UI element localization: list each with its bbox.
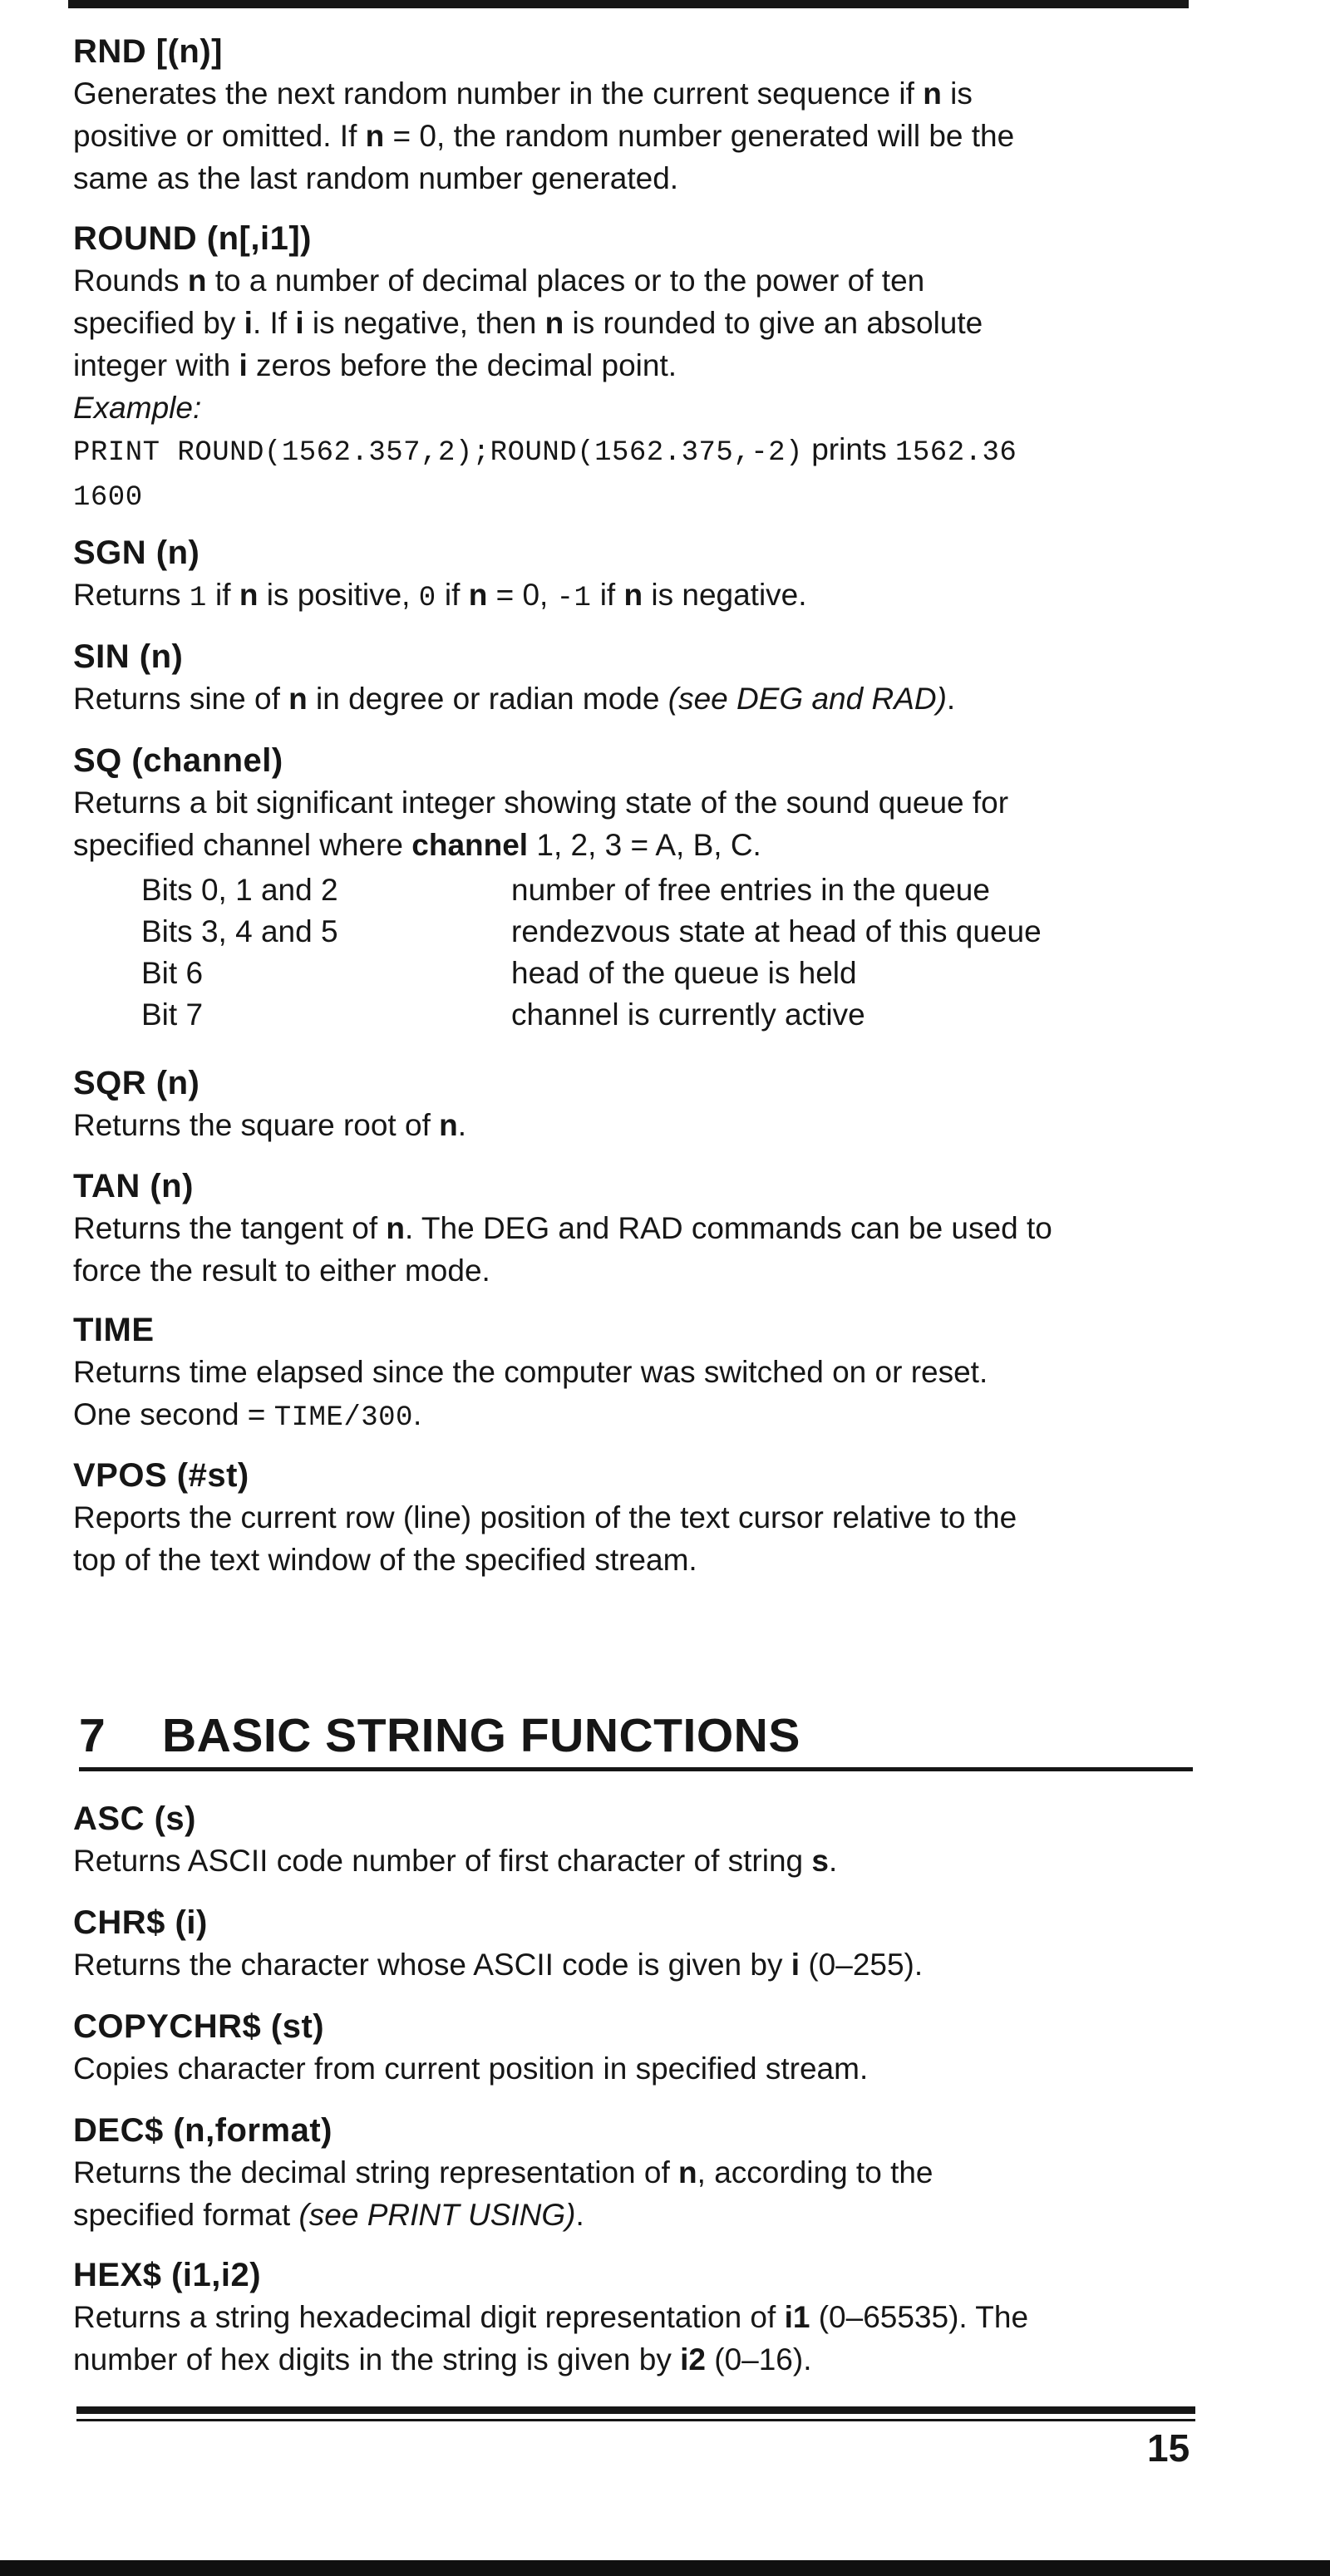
entry-description: One second = TIME/300. — [73, 1397, 422, 1434]
entry-asc — [73, 1798, 1204, 1882]
entry-description: Returns sine of n in degree or radian mode (see DEG and RAD). — [73, 682, 956, 716]
entry-sq — [73, 740, 1204, 866]
entry-description: same as the last random number generated. — [73, 161, 679, 195]
entry-heading: ASC (s) — [73, 1800, 196, 1837]
entry-heading: SGN (n) — [73, 534, 200, 571]
entry-description: specified format (see PRINT USING). — [73, 2198, 584, 2232]
bits-row: Bits 3, 4 and 5 rendezvous state at head of this queue — [141, 914, 1042, 948]
entry-tan — [73, 1165, 1204, 1292]
entry-heading: ROUND (n[,i1]) — [73, 220, 312, 257]
entry-description: Returns the decimal string representation of n, according to the — [73, 2155, 933, 2189]
entry-description: Returns ASCII code number of first character of string s. — [73, 1844, 838, 1878]
entry-heading: SQR (n) — [73, 1065, 200, 1101]
entry-sqr — [73, 1062, 1204, 1146]
entry-copychr — [73, 2006, 1204, 2090]
entry-heading: COPYCHR$ (st) — [73, 2008, 325, 2045]
example-code-line: PRINT ROUND(1562.357,2);ROUND(1562.375,-2) prints 1562.36 — [73, 432, 1017, 469]
bottom-rule — [76, 2406, 1195, 2414]
entry-description: Returns the character whose ASCII code is given by i (0–255). — [73, 1948, 924, 1982]
entry-heading: DEC$ (n,format) — [73, 2112, 332, 2149]
entry-vpos — [73, 1455, 1204, 1581]
entry-sin — [73, 636, 1204, 720]
entry-description: specified by i. If i is negative, then n is rounded to give an absolute — [73, 306, 983, 340]
entry-chr — [73, 1902, 1204, 1986]
entry-heading: VPOS (#st) — [73, 1457, 249, 1494]
entry-description: integer with i zeros before the decimal point. — [73, 348, 677, 382]
example-label: Example: — [73, 391, 202, 425]
entry-description: Returns a bit significant integer showing state of the sound queue for — [73, 786, 1009, 820]
entry-dec — [73, 2110, 1204, 2236]
entry-description: force the result to either mode. — [73, 1254, 490, 1288]
example-result: 1600 — [73, 482, 143, 514]
page-edge-shadow — [0, 2560, 1330, 2576]
example-code: PRINT ROUND(1562.357,2);ROUND(1562.375,-2) — [73, 437, 803, 469]
entry-hex — [73, 2254, 1204, 2381]
entry-heading: TIME — [73, 1312, 155, 1348]
entry-sgn — [73, 532, 1204, 620]
entry-time — [73, 1309, 1204, 1440]
entry-heading: CHR$ (i) — [73, 1904, 208, 1941]
entry-round — [73, 218, 1204, 519]
bottom-rule-thin — [76, 2419, 1195, 2421]
entry-description: number of hex digits in the string is given by i2 (0–16). — [73, 2342, 812, 2377]
section-number: 7 — [79, 1709, 106, 1762]
entry-description: positive or omitted. If n = 0, the random number generated will be the — [73, 119, 1015, 153]
bits-table — [141, 869, 1139, 1036]
entry-description: Rounds n to a number of decimal places or to the power of ten — [73, 264, 925, 298]
entry-description: Returns time elapsed since the computer was switched on or reset. — [73, 1355, 988, 1389]
page-number: 15 — [1147, 2426, 1190, 2470]
entry-rnd — [73, 31, 1204, 199]
entry-heading: SIN (n) — [73, 638, 184, 675]
entry-description: Copies character from current position in specified stream. — [73, 2051, 869, 2086]
entry-description: specified channel where channel 1, 2, 3 = A, B, C. — [73, 828, 761, 862]
bits-row: Bits 0, 1 and 2 number of free entries in the queue — [141, 873, 990, 907]
entry-description: Reports the current row (line) position of the text cursor relative to the — [73, 1500, 1017, 1534]
entry-heading: SQ (channel) — [73, 742, 283, 779]
example-result: 1562.36 — [895, 437, 1017, 469]
entry-description: Returns 1 if n is positive, 0 if n = 0, -1 if n is negative. — [73, 578, 807, 614]
entry-description: Returns the square root of n. — [73, 1108, 467, 1142]
entry-heading: HEX$ (i1,i2) — [73, 2257, 262, 2293]
section-title: BASIC STRING FUNCTIONS — [162, 1709, 800, 1762]
entry-description: Returns a string hexadecimal digit representation of i1 (0–65535). The — [73, 2300, 1029, 2334]
top-rule — [68, 0, 1189, 8]
entry-description: top of the text window of the specified stream. — [73, 1543, 697, 1577]
section-heading — [79, 1704, 1193, 1771]
entry-heading: RND [(n)] — [73, 33, 223, 70]
entry-description: Generates the next random number in the current sequence if n is — [73, 76, 973, 111]
entry-description: Returns the tangent of n. The DEG and RAD commands can be used to — [73, 1211, 1052, 1245]
bits-row: Bit 7 channel is currently active — [141, 997, 865, 1032]
bits-row: Bit 6 head of the queue is held — [141, 956, 857, 990]
example-code-line — [73, 474, 1204, 519]
entry-heading: TAN (n) — [73, 1168, 194, 1204]
